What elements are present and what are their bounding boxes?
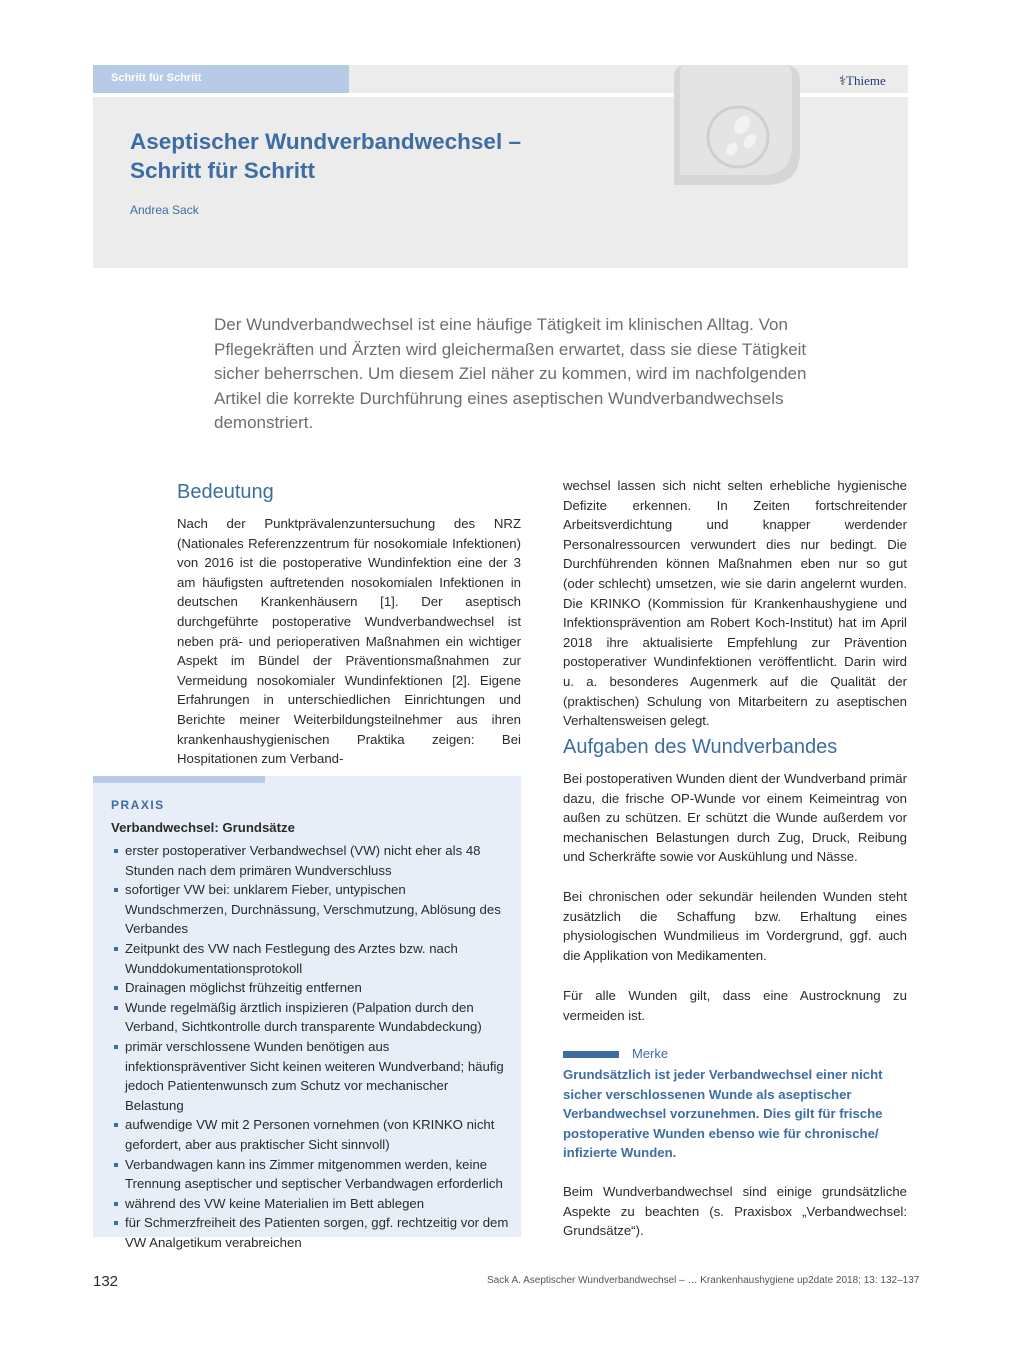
page-number: 132 (93, 1273, 119, 1290)
article-title (130, 127, 650, 185)
publisher-name: Thieme (846, 73, 886, 88)
publisher-logo (839, 73, 886, 89)
list-item: erster postoperativer Verbandwechsel (VW) nicht eher als 48 Stunden nach dem primären Wundverschluss (111, 841, 509, 880)
heading-aufgaben: Aufgaben des Wundverbandes (563, 736, 838, 758)
merke-label: Merke (632, 1046, 669, 1061)
praxis-accent-bar (93, 776, 265, 783)
list-item: während des VW keine Materialien im Bett ablegen (111, 1194, 509, 1214)
bandage-icon (672, 65, 802, 187)
lead-paragraph: Der Wundverbandwechsel ist eine häufige Tätigkeit im klinischen Alltag. Von Pflegekräften und Ärzten wird gleichermaßen erwartet, dass sie diese Tätigkeit sicher beherrschen. Um diesem Ziel näher zu kommen, wird im nachfolgenden Artikel die korrekte Durchführung eines aseptischen Wundverbandwechsels demonstriert. (214, 315, 807, 433)
heading-bedeutung: Bedeutung (177, 481, 274, 503)
section-label: Schritt für Schritt (111, 72, 202, 84)
title-line-1: Aseptischer Wundverbandwechsel – (130, 129, 521, 154)
merke-text: Grundsätzlich ist jeder Verbandwechsel einer nicht sicher verschlossenen Wunde als aseptischer Verbandwechsel vorzunehmen. Dies gilt für frische postoperative Wunden ebenso wie für chronische/ infizierte Wunden. (563, 1067, 883, 1161)
list-item: Wunde regelmäßig ärztlich inspizieren (Palpation durch den Verband, Sichtkontrolle durch transparente Wundabdeckung) (111, 998, 509, 1037)
praxis-title: Verbandwechsel: Grundsätze (111, 820, 295, 835)
citation-footer: Sack A. Aseptischer Wundverbandwechsel – … Krankenhaushygiene up2date 2018; 13: 132–137 (487, 1275, 920, 1286)
paragraph-aufgaben-2: Bei chronischen oder sekundär heilenden Wunden steht zusätzlich die Schaffung bzw. Erhaltung eines physiologischen Wundmilieus im Vordergrund, ggf. auch die Applikation von Medikamenten. (563, 889, 907, 963)
list-item: primär verschlossene Wunden benötigen aus infektionspräventiver Sicht keinen weiteren Wundverband; häufig jedoch Patientenwunsch zum Schutz vor mechanischer Belastung (111, 1037, 509, 1115)
paragraph-bedeutung-continued: wechsel lassen sich nicht selten erhebliche hygienische Defizite erkennen. In Zeiten fortschreitender Arbeitsverdichtung und knapper werdender Personalressourcen verwundert dies nur bedingt. Die Durchführenden können Maßnahmen eben nur so gut (oder schlecht) umsetzen, wie sie darin angelernt wurden. Die KRINKO (Kommission für Krankenhaushygiene und Infektionsprävention am Robert Koch-Institut) hat im April 2018 ihre aktualisierte Empfehlung zur Prävention postoperativer Wundinfektionen veröffentlicht. Darin wird u. a. besonderes Augenmerk auf die Qualität der (praktischen) Schulung von Mitarbeitern zu aseptischen Verhaltensweisen gelegt. (563, 478, 907, 729)
list-item: Verbandwagen kann ins Zimmer mitgenommen werden, keine Trennung aseptischer und septischer Verbandwagen erforderlich (111, 1155, 509, 1194)
list-item: Zeitpunkt des VW nach Festlegung des Arztes bzw. nach Wunddokumentationsprotokoll (111, 939, 509, 978)
paragraph-aufgaben-1: Bei postoperativen Wunden dient der Wundverband primär dazu, die frische OP-Wunde vor einem Keimeintrag von außen zu schützen. Er schützt die Wunde außerdem vor mechanischen Belastungen durch Zug, Druck, Reibung und Scherkräfte sowie vor Auskühlung und Nässe. (563, 771, 907, 865)
list-item: aufwendige VW mit 2 Personen vornehmen (von KRINKO nicht gefordert, aber aus praktischer Sicht sinnvoll) (111, 1115, 509, 1154)
list-item: für Schmerzfreiheit des Patienten sorgen, ggf. rechtzeitig vor dem VW Analgetikum verabreichen (111, 1213, 509, 1252)
title-line-2: Schritt für Schritt (130, 158, 316, 183)
section-tab (93, 65, 349, 93)
list-item: Drainagen möglichst frühzeitig entfernen (111, 978, 509, 998)
praxis-label: PRAXIS (111, 798, 165, 812)
list-item: sofortiger VW bei: unklarem Fieber, untypischen Wundschmerzen, Durchnässung, Verschmutzung, Ablösung des Verbandes (111, 880, 509, 939)
staff-icon: ⚕ (839, 73, 847, 88)
paragraph-aufgaben-4: Beim Wundverbandwechsel sind einige grundsätzliche Aspekte zu beachten (s. Praxisbox „Verbandwechsel: Grundsätze“). (563, 1184, 907, 1239)
praxis-list (111, 841, 509, 1252)
merke-accent-bar (563, 1051, 619, 1058)
paragraph-aufgaben-3: Für alle Wunden gilt, dass eine Austrocknung zu vermeiden ist. (563, 988, 907, 1023)
author: Andrea Sack (130, 203, 199, 217)
paragraph-bedeutung: Nach der Punktprävalenzuntersuchung des NRZ (Nationales Referenzzentrum für nosokomiale Infektionen) von 2016 ist die postoperative Wundinfektion eine der 3 am häufigsten auftretenden nosokomialen Infektionen in deutschen Krankenhäusern [1]. Der aseptisch durchgeführte postoperative Wundverbandwechsel ist neben prä- und perioperativen Maßnahmen ein wichtiger Aspekt im Bündel der Präventionsmaßnahmen zur Vermeidung nosokomialer Wundinfektionen [2]. Eigene Erfahrungen in unterschiedlichen Einrichtungen und Berichte meiner Weiterbildungsteilnehmer aus ihren krankenhaushygienischen Praktika zeigen: Bei Hospitationen zum Verband- (177, 516, 521, 767)
